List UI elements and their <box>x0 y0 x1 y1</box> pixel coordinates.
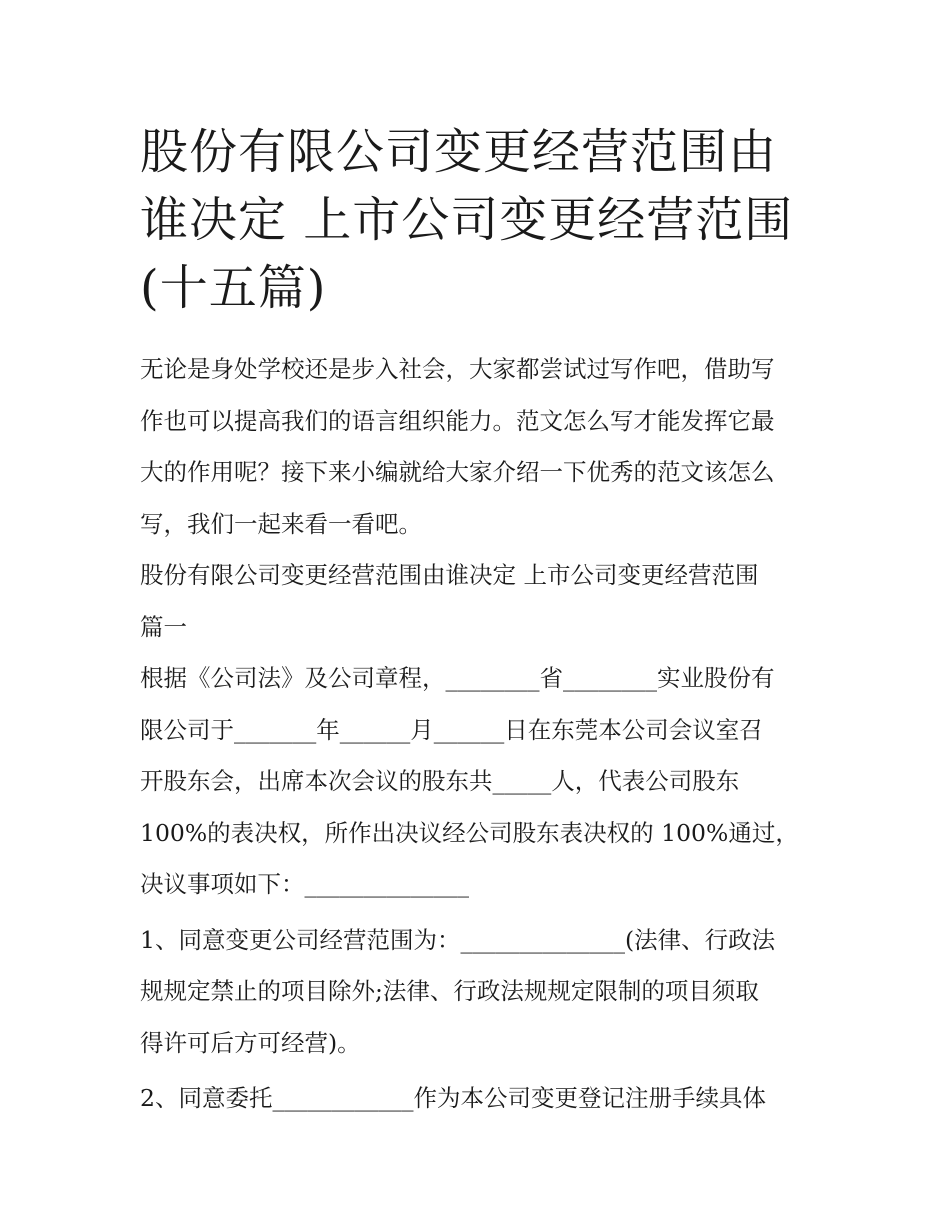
text-line: 得许可后方可经营)。 <box>140 1028 361 1057</box>
text-line: 限公司于_______年______月______日在东莞本公司会议室召 <box>140 715 763 744</box>
text-line: 规规定禁止的项目除外;法律、行政法规规定限制的项目须取 <box>140 977 759 1005</box>
text-line: 100%的表决权，所作出决议经公司股东表决权的 100%通过， <box>140 818 799 847</box>
text-line: 开股东会，出席本次会议的股东共_____人，代表公司股东 <box>140 767 740 795</box>
resolution-item-1 <box>140 915 820 1070</box>
text-line: 根据《公司法》及公司章程，________省________实业股份有 <box>140 664 775 692</box>
text-line: 1、同意变更公司经营范围为：______________(法律、行政法 <box>140 925 776 954</box>
text-line: 决议事项如下：______________ <box>140 870 469 898</box>
title-line: (十五篇) <box>140 260 327 316</box>
text-line: 股份有限公司变更经营范围由谁决定 上市公司变更经营范围 <box>140 561 759 589</box>
resolution-paragraph <box>140 653 820 911</box>
document-body <box>140 344 820 1125</box>
document-page <box>140 118 820 1125</box>
text-line: 写，我们一起来看一看吧。 <box>140 509 422 538</box>
intro-paragraph <box>140 344 820 550</box>
title-line: 股份有限公司变更经营范围由 <box>140 124 778 180</box>
resolution-item-2 <box>140 1073 820 1125</box>
text-line: 大的作用呢？接下来小编就给大家介绍一下优秀的范文该怎么 <box>140 458 775 486</box>
text-line: 篇一 <box>140 612 187 641</box>
text-line: 2、同意委托____________作为本公司变更登记注册手续具体 <box>140 1084 766 1112</box>
text-line: 无论是身处学校还是步入社会，大家都尝试过写作吧，借助写 <box>140 355 775 383</box>
section-heading <box>140 550 820 653</box>
title-line: 谁决定 上市公司变更经营范围 <box>140 192 794 248</box>
document-title <box>140 118 820 322</box>
text-line: 作也可以提高我们的语言组织能力。范文怎么写才能发挥它最 <box>140 406 775 435</box>
